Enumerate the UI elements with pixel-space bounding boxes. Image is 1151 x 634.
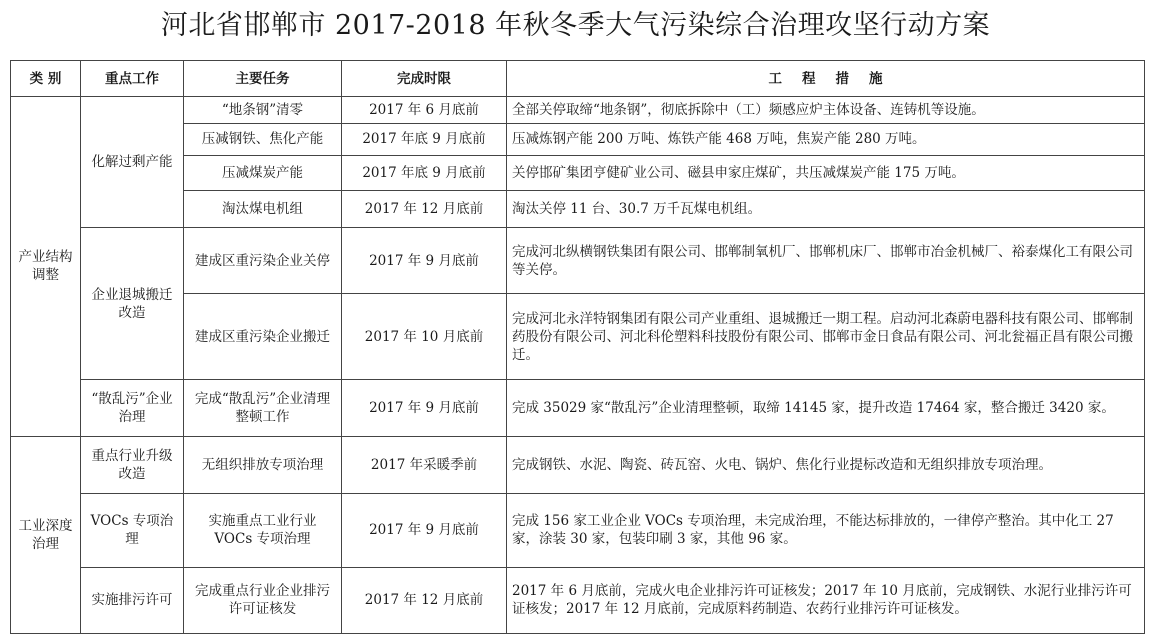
key-work-cell: 实施排污许可 (81, 567, 184, 633)
task-cell: 淘汰煤电机组 (184, 190, 342, 227)
table-row (11, 436, 1145, 493)
table-row (11, 379, 1145, 436)
measures-cell: 完成河北永洋特钢集团有限公司产业重组、退城搬迁一期工程。启动河北森蔚电器科技有限公司、邯郸制药股份有限公司、河北科伦塑料科技股份有限公司、邯郸市金日食品有限公司、河北瓮福正昌有限公司搬迁。 (507, 294, 1145, 380)
measures-cell: 完成钢铁、水泥、陶瓷、砖瓦窑、火电、锅炉、焦化行业提标改造和无组织排放专项治理。 (507, 436, 1145, 493)
measures-cell: 完成 35029 家“散乱污”企业清理整顿，取缔 14145 家，提升改造 17464 家，整合搬迁 3420 家。 (507, 379, 1145, 436)
task-cell: 无组织排放专项治理 (184, 436, 342, 493)
document-title: 河北省邯郸市 2017-2018 年秋冬季大气污染综合治理攻坚行动方案 (160, 10, 991, 41)
measures-cell: 压减炼钢产能 200 万吨、炼铁产能 468 万吨，焦炭产能 280 万吨。 (507, 123, 1145, 155)
table-row (11, 493, 1145, 567)
table-row (11, 97, 1145, 124)
measures-cell: 完成河北纵横钢铁集团有限公司、邯郸制氧机厂、邯郸机床厂、邯郸市冶金机械厂、裕泰煤化工有限公司等关停。 (507, 228, 1145, 294)
table-row (11, 567, 1145, 633)
header-measures: 工程措施 (507, 61, 1145, 97)
key-work-cell: VOCs 专项治理 (81, 493, 184, 567)
measures-cell: 淘汰关停 11 台、30.7 万千瓦煤电机组。 (507, 190, 1145, 227)
deadline-cell: 2017 年 9 月底前 (342, 228, 507, 294)
header-main-task: 主要任务 (184, 61, 342, 97)
key-work-cell: “散乱污”企业治理 (81, 379, 184, 436)
action-plan-table (10, 60, 1145, 634)
task-cell: 完成重点行业企业排污许可证核发 (184, 567, 342, 633)
table-row (11, 228, 1145, 294)
measures-cell: 全部关停取缔“地条钢”，彻底拆除中（工）频感应炉主体设备、连铸机等设施。 (507, 97, 1145, 124)
deadline-cell: 2017 年 10 月底前 (342, 294, 507, 380)
measures-cell: 完成 156 家工业企业 VOCs 专项治理，未完成治理，不能达标排放的，一律停产整治。其中化工 27 家，涂装 30 家，包装印刷 3 家，其他 96 家。 (507, 493, 1145, 567)
category-cell: 工业深度治理 (11, 436, 81, 633)
deadline-cell: 2017 年 9 月底前 (342, 379, 507, 436)
task-cell: 实施重点工业行业 VOCs 专项治理 (184, 493, 342, 567)
header-key-work: 重点工作 (81, 61, 184, 97)
key-work-cell: 化解过剩产能 (81, 97, 184, 228)
task-cell: 完成“散乱污”企业清理整顿工作 (184, 379, 342, 436)
header-category: 类 别 (11, 61, 81, 97)
key-work-cell: 重点行业升级改造 (81, 436, 184, 493)
table-header-row (11, 61, 1145, 97)
task-cell: 压减煤炭产能 (184, 155, 342, 190)
task-cell: 建成区重污染企业搬迁 (184, 294, 342, 380)
category-cell: 产业结构调整 (11, 97, 81, 437)
deadline-cell: 2017 年 12 月底前 (342, 190, 507, 227)
header-deadline: 完成时限 (342, 61, 507, 97)
task-cell: “地条钢”清零 (184, 97, 342, 124)
deadline-cell: 2017 年 6 月底前 (342, 97, 507, 124)
deadline-cell: 2017 年底 9 月底前 (342, 123, 507, 155)
deadline-cell: 2017 年底 9 月底前 (342, 155, 507, 190)
deadline-cell: 2017 年采暖季前 (342, 436, 507, 493)
deadline-cell: 2017 年 12 月底前 (342, 567, 507, 633)
task-cell: 建成区重污染企业关停 (184, 228, 342, 294)
deadline-cell: 2017 年 9 月底前 (342, 493, 507, 567)
key-work-cell: 企业退城搬迁改造 (81, 228, 184, 380)
measures-cell: 关停邯矿集团亨健矿业公司、磁县申家庄煤矿，共压减煤炭产能 175 万吨。 (507, 155, 1145, 190)
task-cell: 压减钢铁、焦化产能 (184, 123, 342, 155)
measures-cell: 2017 年 6 月底前，完成火电企业排污许可证核发；2017 年 10 月底前，完成钢铁、水泥行业排污许可证核发；2017 年 12 月底前，完成原料药制造、农药行业排污许可证核发。 (507, 567, 1145, 633)
